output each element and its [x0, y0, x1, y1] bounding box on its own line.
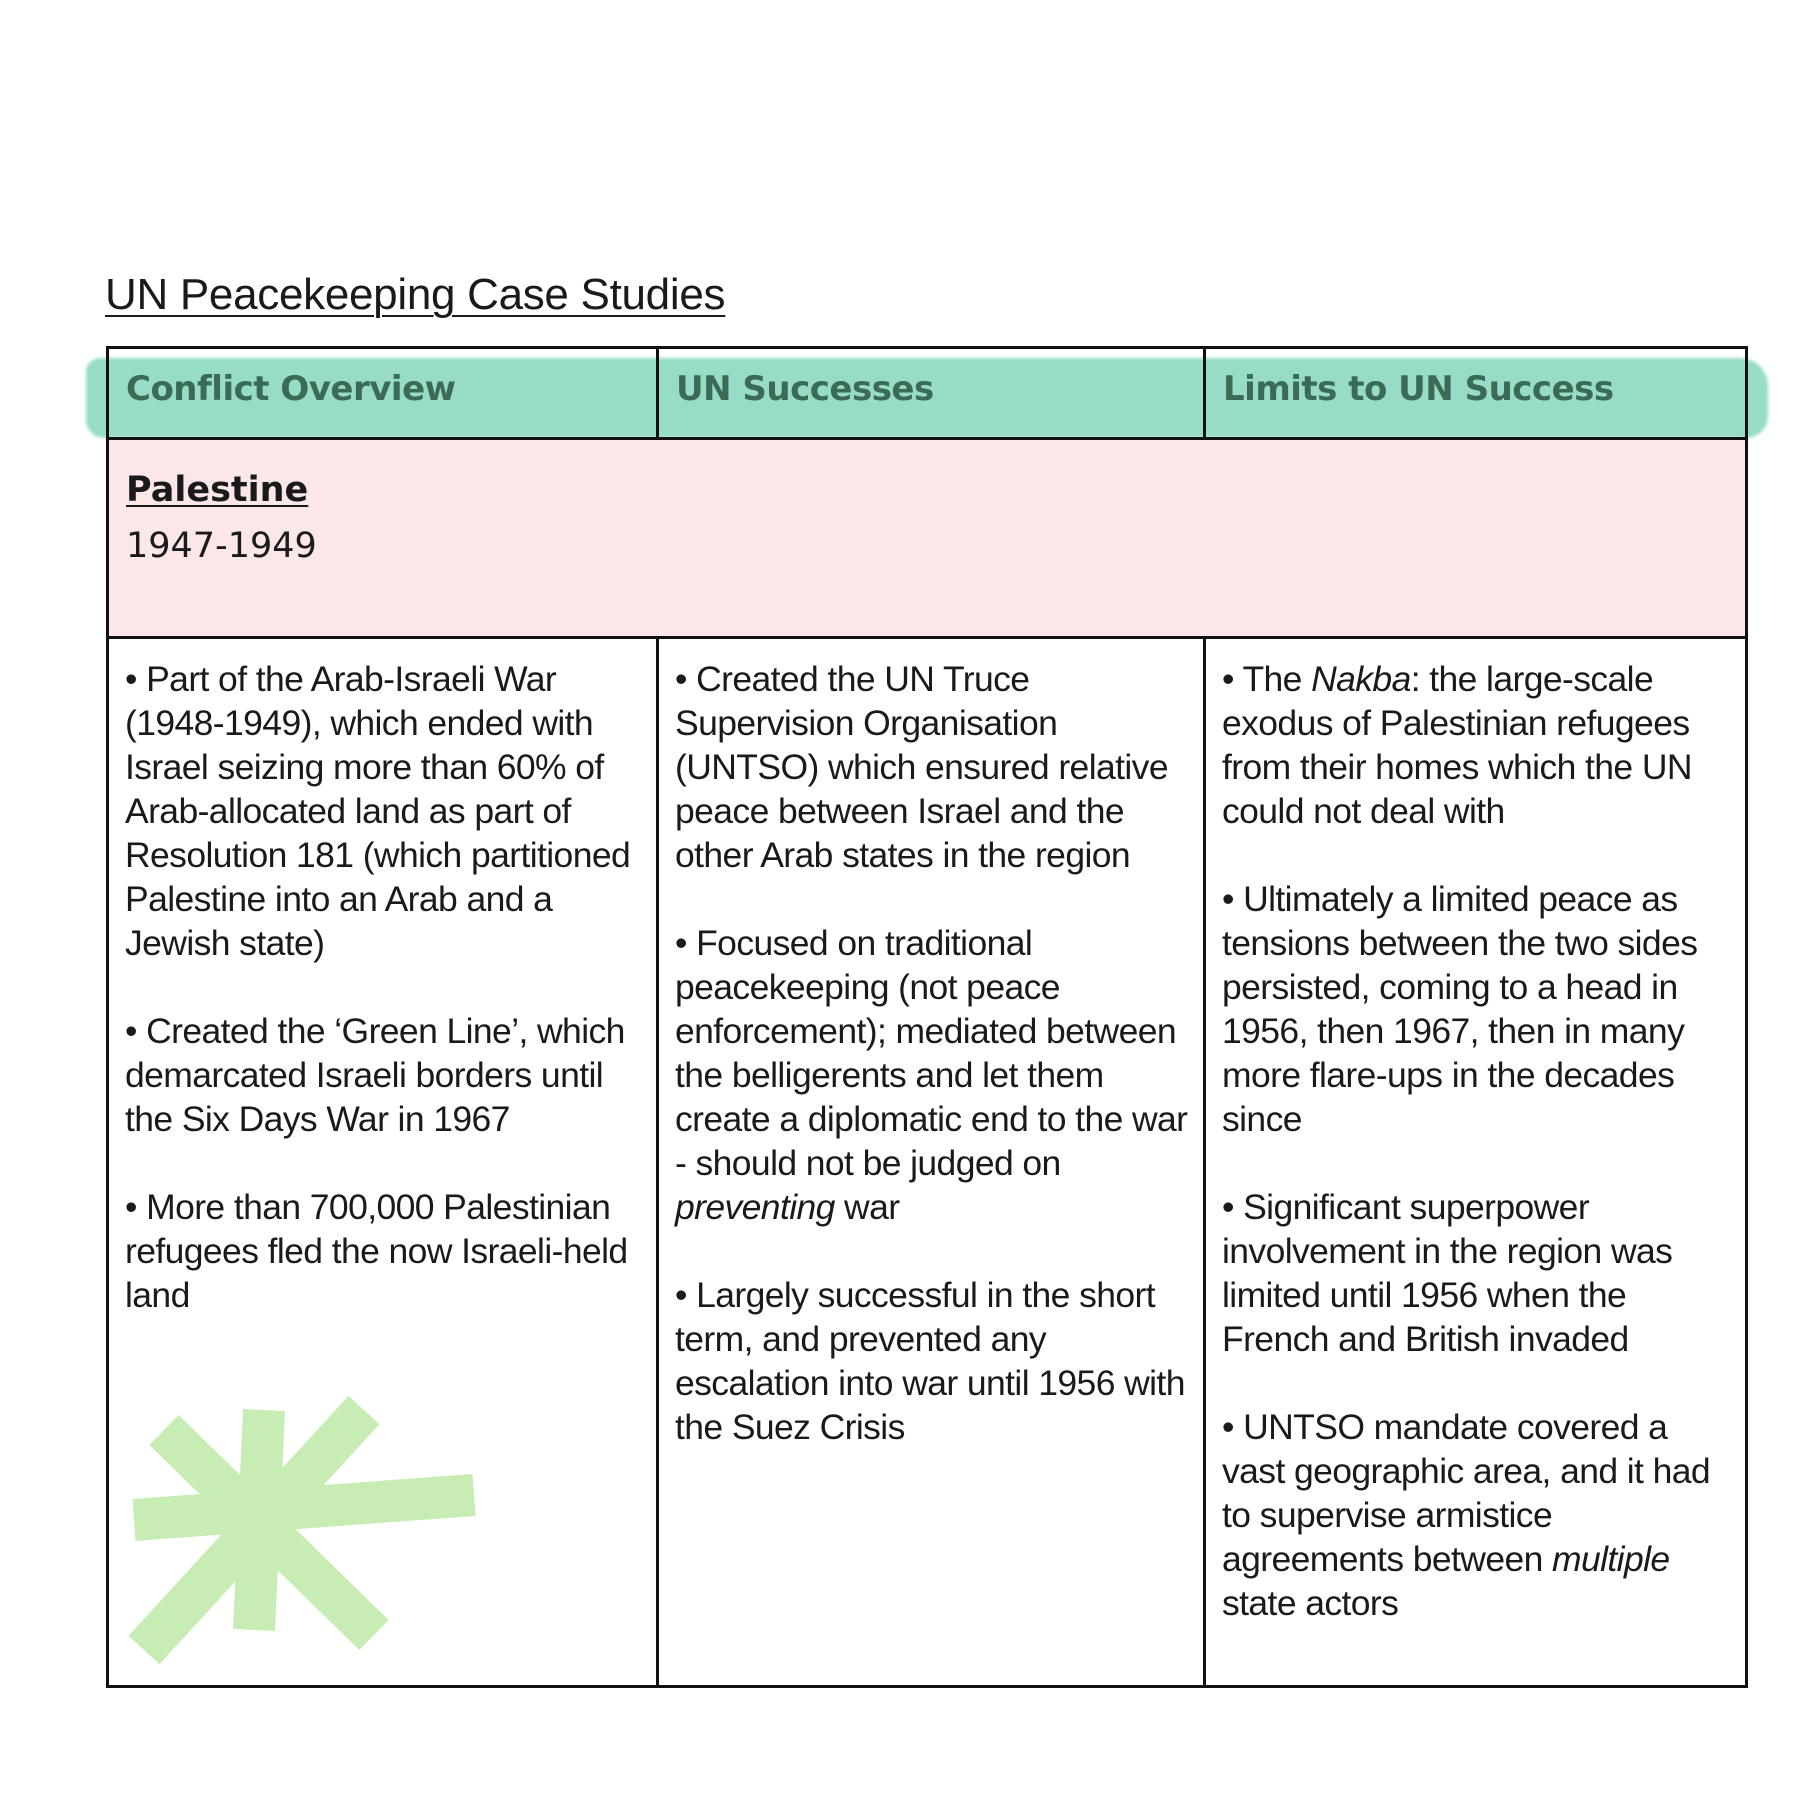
bullet-text: state actors — [1222, 1583, 1399, 1623]
un-successes-cell — [656, 639, 1203, 1685]
emphasized-text: multiple — [1552, 1539, 1670, 1579]
table-header-row — [109, 349, 1745, 440]
highlighter-asterisk-icon — [124, 1390, 524, 1690]
header-un-successes: UN Successes — [676, 369, 934, 409]
bullet-text: • Part of the Arab-Israeli War (1948-1949), which ended with Israel seizing more than 60% of Arab-allocated land as part of Resolution 181 (which partitioned Palestine into an Arab and a Jewish state) — [125, 659, 631, 963]
bullet-text: war — [834, 1187, 900, 1227]
bullet-text: • Created the ‘Green Line’, which demarcated Israeli borders until the Six Days War in 1967 — [125, 1011, 625, 1139]
bullet-text: • More than 700,000 Palestinian refugees fled the now Israeli-held land — [125, 1187, 628, 1315]
bullet-text: • Significant superpower involvement in the region was limited until 1956 when the French and British invaded — [1222, 1187, 1673, 1359]
bullet-point — [675, 1273, 1195, 1449]
emphasized-text: preventing — [675, 1187, 835, 1227]
emphasized-text: Nakba — [1311, 659, 1411, 699]
bullet-point — [125, 1185, 648, 1317]
case-years: 1947-1949 — [126, 526, 317, 566]
header-conflict-overview: Conflict Overview — [126, 369, 456, 409]
bullet-point — [1222, 657, 1737, 833]
bullet-point — [125, 1009, 648, 1141]
bullet-text: • Ultimately a limited peace as tensions between the two sides persisted, coming to a head in 1956, then 1967, then in many more flare-ups in the decades since — [1222, 879, 1698, 1139]
limits-text — [1222, 657, 1737, 1625]
bullet-point — [675, 657, 1195, 877]
header-cell-overview — [109, 349, 656, 437]
un-successes-text — [675, 657, 1195, 1449]
bullet-point — [1222, 1405, 1737, 1625]
header-cell-limits — [1203, 349, 1745, 437]
bullet-text: • Created the UN Truce Supervision Organisation (UNTSO) which ensured relative peace between Israel and the other Arab states in the region — [675, 659, 1168, 875]
header-cell-successes — [656, 349, 1203, 437]
bullet-text: : the large-scale exodus of Palestinian refugees from their homes which the UN could not deal with — [1222, 659, 1692, 831]
case-title-row — [109, 440, 1745, 639]
bullet-text: • UNTSO mandate covered a vast geographic area, and it had to supervise armistice agreements between — [1222, 1407, 1711, 1579]
bullet-point — [125, 657, 648, 965]
bullet-text: • Focused on traditional peacekeeping (not peace enforcement); mediated between the belligerents and let them create a diplomatic end to the war - should not be judged on — [675, 923, 1188, 1183]
limits-cell — [1203, 639, 1745, 1685]
conflict-overview-text — [125, 657, 648, 1317]
bullet-point — [1222, 1185, 1737, 1361]
bullet-text: • The — [1222, 659, 1312, 699]
bullet-point — [1222, 877, 1737, 1141]
bullet-point — [675, 921, 1195, 1229]
header-limits: Limits to UN Success — [1223, 369, 1614, 409]
page-title: UN Peacekeeping Case Studies — [105, 270, 726, 319]
bullet-text: • Largely successful in the short term, and prevented any escalation into war until 1956 with the Suez Crisis — [675, 1275, 1185, 1447]
case-name: Palestine — [126, 470, 309, 510]
